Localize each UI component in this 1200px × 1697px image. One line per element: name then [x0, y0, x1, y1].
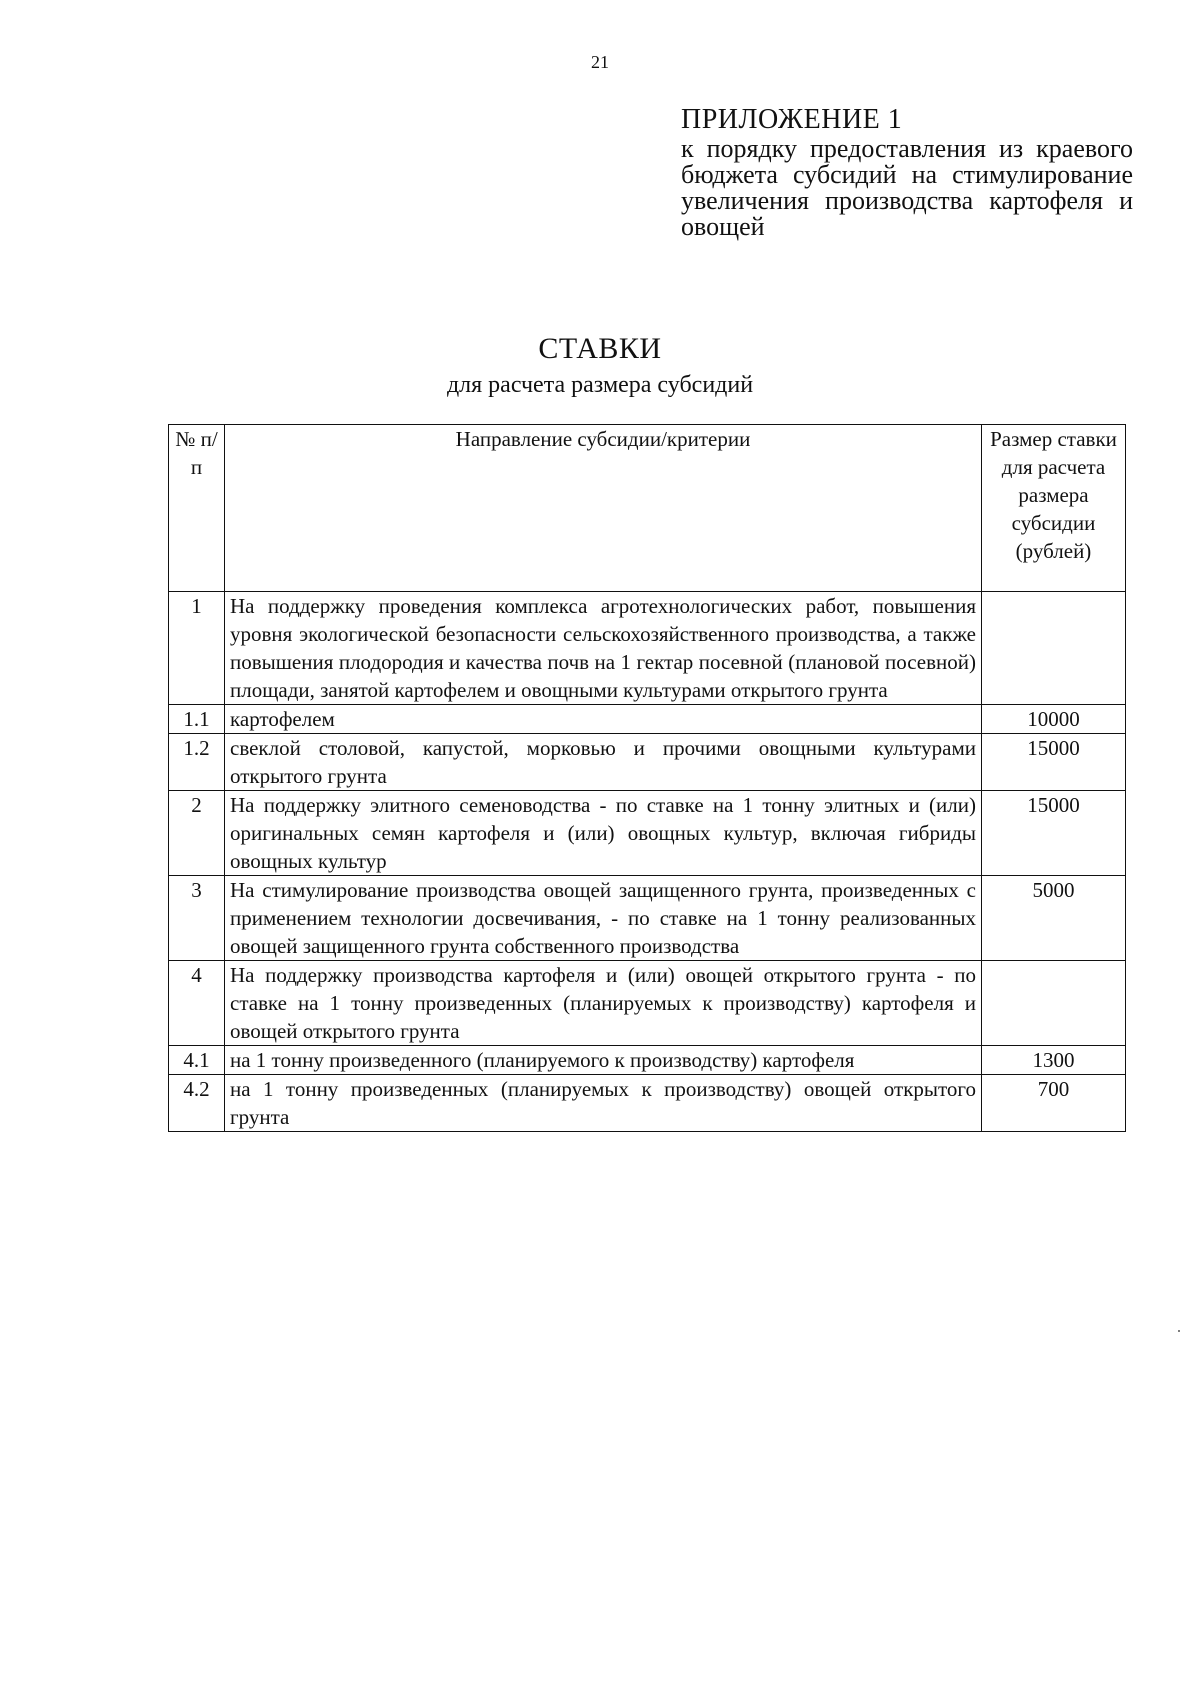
- table-row: [169, 734, 1126, 791]
- row-num: 4.1: [169, 1046, 225, 1075]
- row-num: 1: [169, 592, 225, 705]
- row-num: 1.2: [169, 734, 225, 791]
- rates-table: [168, 424, 1126, 1132]
- scan-speck: [1178, 1330, 1180, 1332]
- row-num: 4.2: [169, 1075, 225, 1132]
- table-row: [169, 876, 1126, 961]
- table-row: [169, 592, 1126, 705]
- row-rate: 15000: [982, 734, 1126, 791]
- row-num: 3: [169, 876, 225, 961]
- row-rate: [982, 961, 1126, 1046]
- row-num: 2: [169, 791, 225, 876]
- header-num: № п/п: [169, 425, 225, 592]
- row-direction: На поддержку производства картофеля и (или) овощей открытого грунта - по ставке на 1 тонну произведенных (планируемых к производству) картофеля и овощей открытого грунта: [225, 961, 982, 1046]
- row-rate: 700: [982, 1075, 1126, 1132]
- row-rate: 15000: [982, 791, 1126, 876]
- appendix-title: ПРИЛОЖЕНИЕ 1: [681, 104, 903, 135]
- row-direction: свеклой столовой, капустой, морковью и прочими овощными культурами открытого грунта: [225, 734, 982, 791]
- table-row: [169, 1075, 1126, 1132]
- row-direction: На поддержку проведения комплекса агротехнологических работ, повышения уровня экологической безопасности сельскохозяйственного производства, а также повышения плодородия и качества почв на 1 гектар посевной (плановой посевной) площади, занятой картофелем и овощными культурами открытого грунта: [225, 592, 982, 705]
- row-direction: картофелем: [225, 705, 982, 734]
- page-number: 21: [591, 52, 609, 72]
- appendix-subtitle: к порядку предоставления из краевого бюджета субсидий на стимулирование увеличения производства картофеля и овощей: [681, 134, 1133, 241]
- row-num: 1.1: [169, 705, 225, 734]
- row-rate: [982, 592, 1126, 705]
- table-row: [169, 705, 1126, 734]
- table-row: [169, 791, 1126, 876]
- document-title: СТАВКИ: [538, 332, 662, 365]
- table-row: [169, 961, 1126, 1046]
- row-rate: 1300: [982, 1046, 1126, 1075]
- table-header-row: [169, 425, 1126, 592]
- row-rate: 10000: [982, 705, 1126, 734]
- row-direction: на 1 тонну произведенного (планируемого к производству) картофеля: [225, 1046, 982, 1075]
- row-direction: На стимулирование производства овощей защищенного грунта, произведенных с применением технологии досвечивания, - по ставке на 1 тонну реализованных овощей защищенного грунта собственного производства: [225, 876, 982, 961]
- row-direction: на 1 тонну произведенных (планируемых к производству) овощей открытого грунта: [225, 1075, 982, 1132]
- table-row: [169, 1046, 1126, 1075]
- row-direction: На поддержку элитного семеноводства - по ставке на 1 тонну элитных и (или) оригинальных семян картофеля и (или) овощных культур, включая гибриды овощных культур: [225, 791, 982, 876]
- header-rate: Размер ставки для расчета размера субсидии (рублей): [982, 425, 1126, 592]
- row-rate: 5000: [982, 876, 1126, 961]
- header-direction: Направление субсидии/критерии: [225, 425, 982, 592]
- appendix-block: [681, 104, 1133, 240]
- document-subtitle: для расчета размера субсидий: [446, 372, 754, 398]
- row-num: 4: [169, 961, 225, 1046]
